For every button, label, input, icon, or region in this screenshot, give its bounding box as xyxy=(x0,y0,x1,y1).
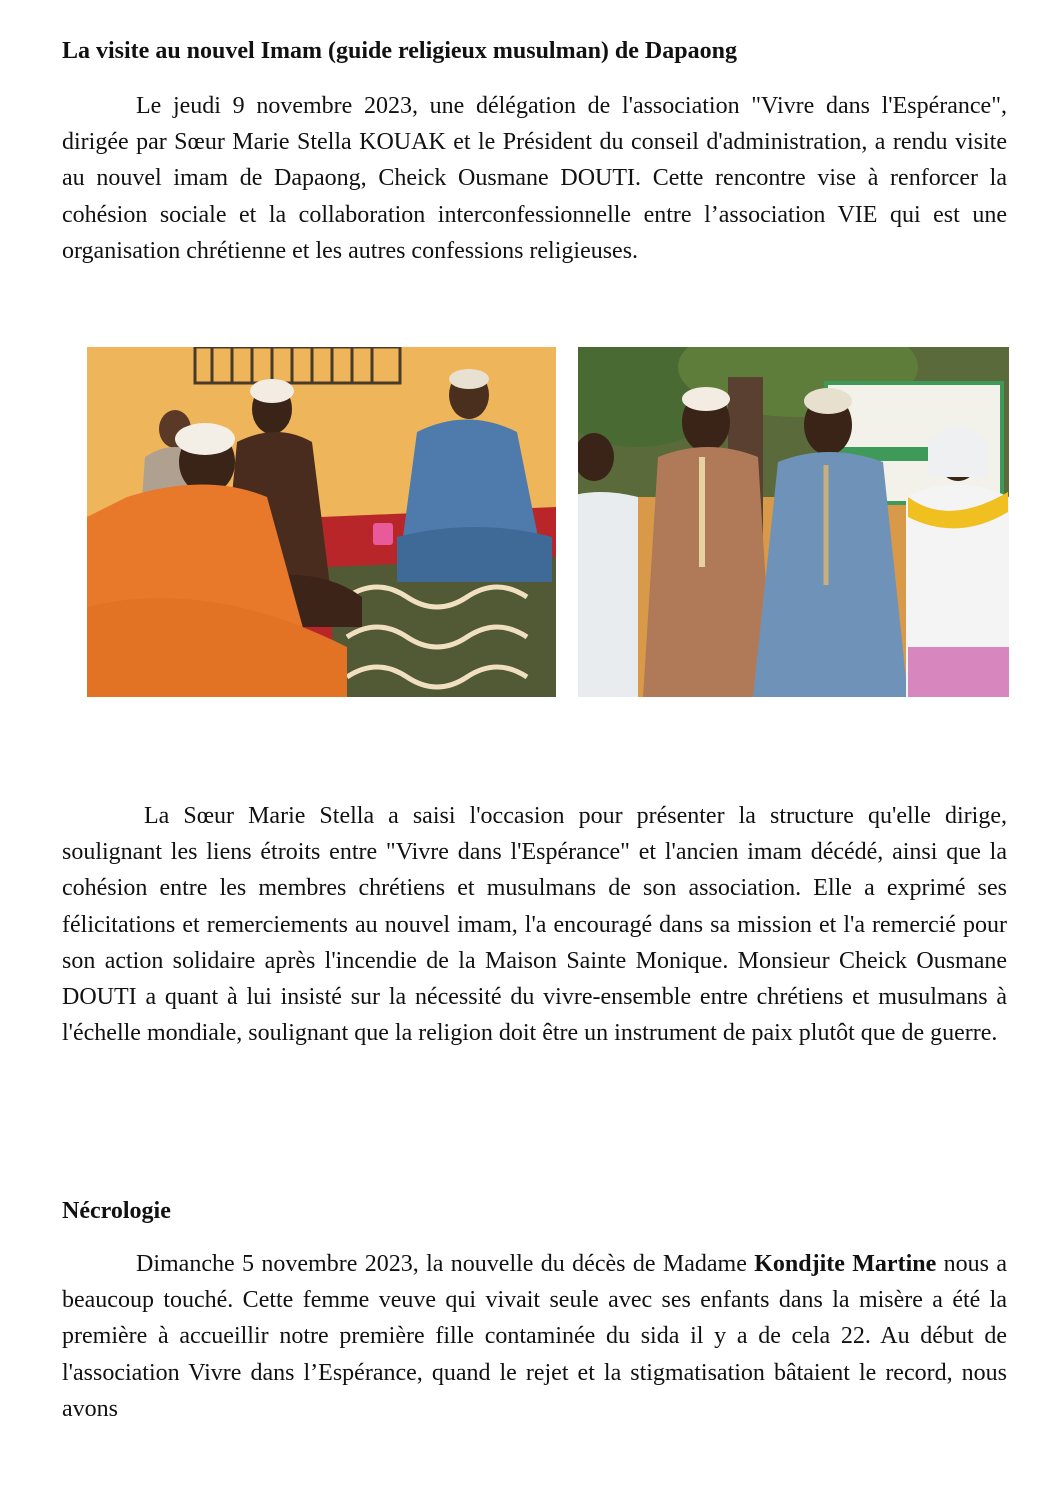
deceased-name: Kondjite Martine xyxy=(754,1251,937,1277)
section-title-necrology: Nécrologie xyxy=(62,1198,171,1224)
section-title-imam-visit: La visite au nouvel Imam (guide religieux musulman) de Dapaong xyxy=(62,38,737,64)
paragraph-visit-details: La Sœur Marie Stella a saisi l'occasion pour présenter la structure qu'elle dirige, soulignant les liens étroits entre "Vivre dans l'Espérance" et l'ancien imam décédé, ainsi que la cohésion entre les membres chrétiens et musulmans de son association. Elle a exprimé ses félicitations et remerciements au nouvel imam, l'a encouragé dans sa mission et l'a remercié pour son action solidaire après l'incendie de la Maison Sainte Monique. Monsieur Cheick Ousmane DOUTI a quant à lui insisté sur la nécessité du vivre-ensemble entre chrétiens et musulmans à l'échelle mondiale, soulignant que la religion doit être un instrument de paix plutôt que de guerre. xyxy=(62,803,1007,1047)
paragraph-necrology xyxy=(62,1246,1007,1427)
paragraph-visit-intro: Le jeudi 9 novembre 2023, une délégation de l'association "Vivre dans l'Espérance", dirigée par Sœur Marie Stella KOUAK et le Président du conseil d'administration, a rendu visite au nouvel imam de Dapaong, Cheick Ousmane DOUTI. Cette rencontre vise à renforcer la cohésion sociale et la collaboration interconfessionnelle entre l’association VIE qui est une organisation chrétienne et les autres confessions religieuses. xyxy=(62,93,1007,264)
necrology-rest-text: nous a beaucoup touché. Cette femme veuve qui vivait seule avec ses enfants dans la misère a été la première à accueillir notre première fille contaminée du sida il y a de cela 22. Au début de l'association Vivre dans l’Espérance, quand le rejet et la stigmatisation bâtaient le record, nous avons xyxy=(62,1251,1007,1422)
photo-group-with-imam xyxy=(578,347,1009,697)
necrology-lead-text: Dimanche 5 novembre 2023, la nouvelle du décès de Madame xyxy=(136,1251,755,1277)
photo-meeting-with-imam xyxy=(87,347,556,697)
